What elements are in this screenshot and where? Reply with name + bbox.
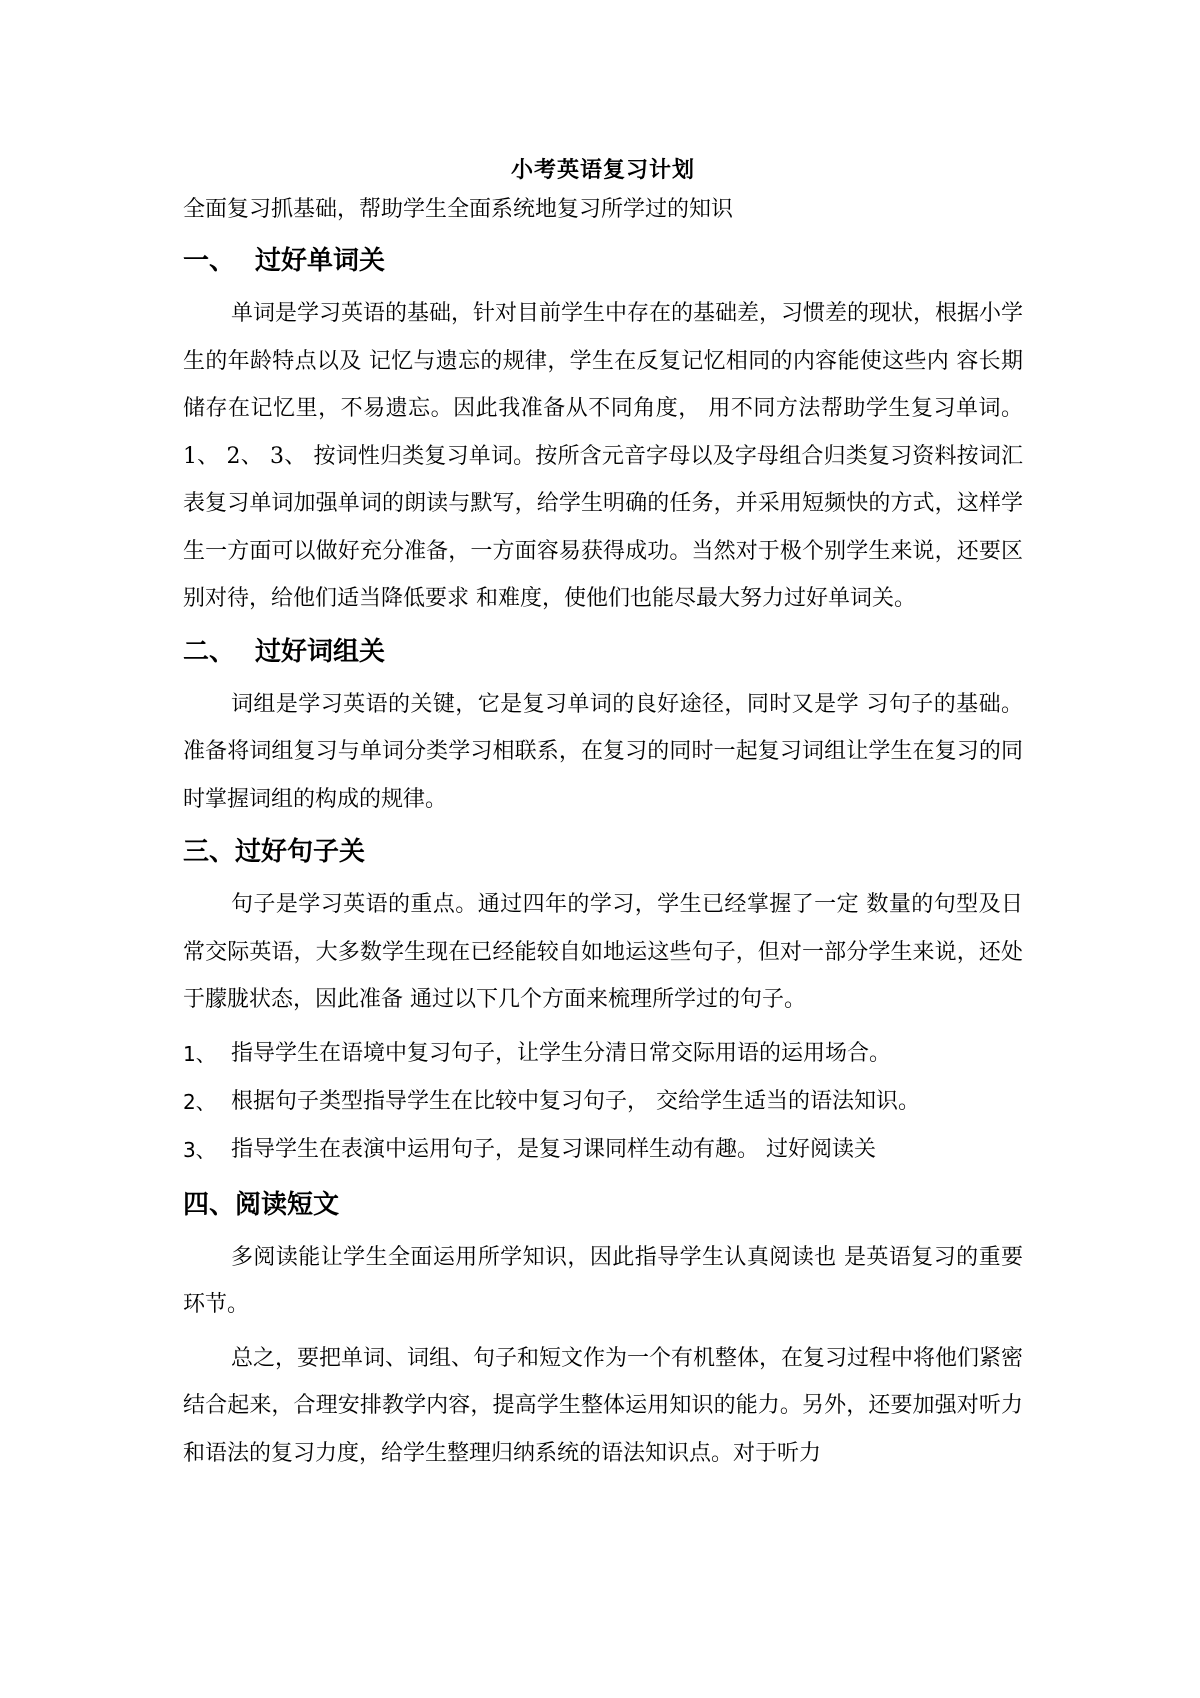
document-title: 小考英语复习计划 [510,157,695,183]
paragraph: 单词是学习英语的基础，针对目前学生中存在的基础差，习惯差的现状，根据小学生的年龄特点以及 记忆与遗忘的规律，学生在反复记忆相同的内容能使这些内 容长期储存在记忆里，不易遗忘。因此我准备从不同角度， 用不同方法帮助学生复习单词。 1、 2、 3、 按词性归类复习单词。按所含元音字母以及字母组合归类复习资料按词汇表复习单词加强单词的朗读与默写，给学生明确的任务，并采用短频快的方式，这样学生一方面可以做好充分准备，一方面容易获得成功。当然对于极个别学生来说，还要区别对待，给他们适当降低要求 和难度，使他们也能尽最大努力过好单词关。 [183,301,1024,611]
list-item [183,1078,1023,1126]
section-title: 过好词组关 [255,636,386,667]
list-marker: 2、 [183,1089,216,1114]
section-title: 过好句子关 [235,837,366,867]
paragraph: 多阅读能让学生全面运用所学知识，因此指导学生认真阅读也 是英语复习的重要环节。 [183,1244,1023,1317]
paragraph: 词组是学习英语的关键，它是复习单词的良好途径，同时又是学 习句子的基础。准备将词组复习与单词分类学习相联系，在复习的同时一起复习词组让学生在复习的同时掌握词组的构成的规律。 [183,691,1023,812]
list-text: 指导学生在表演中运用句子，是复习课同样生动有趣。 过好阅读关 [231,1136,876,1162]
section-number: 三、 [183,837,236,867]
section-title: 阅读短文 [235,1189,340,1220]
paragraph: 句子是学习英语的重点。通过四年的学习，学生已经掌握了一定 数量的句型及日常交际英语，大多数学生现在已经能较自如地运这些句子，但对一部分学生来说，还处于朦胧状态，因此准备 通过以下几个方面来梳理所学过的句子。 [183,892,1023,1012]
section-heading-1 [183,238,1023,284]
section-heading-2 [183,629,1023,675]
section-heading-4 [183,1182,1023,1228]
section-heading-3 [183,829,1023,875]
list-text: 指导学生在语境中复习句子，让学生分清日常交际用语的运用场合。 [231,1040,892,1066]
section-number: 二、 [183,636,236,667]
list-item [183,1030,1023,1078]
section-number: 一、 [183,246,236,276]
section-number: 四、 [183,1189,236,1220]
list-text: 根据句子类型指导学生在比较中复习句子， 交给学生适当的语法知识。 [231,1088,920,1114]
numbered-list [183,1030,1023,1174]
section-title: 过好单词关 [255,246,386,276]
list-item [183,1126,1023,1174]
document-page [183,150,1023,1483]
intro-line: 全面复习抓基础，帮助学生全面系统地复习所学过的知识 [183,197,734,222]
paragraph: 总之，要把单词、词组、句子和短文作为一个有机整体，在复习过程中将他们紧密结合起来，合理安排教学内容，提高学生整体运用知识的能力。另外，还要加强对听力和语法的复习力度，给学生整理归纳系统的语法知识点。对于听力 [183,1345,1024,1466]
list-marker: 3、 [183,1137,216,1162]
list-marker: 1、 [183,1041,216,1066]
